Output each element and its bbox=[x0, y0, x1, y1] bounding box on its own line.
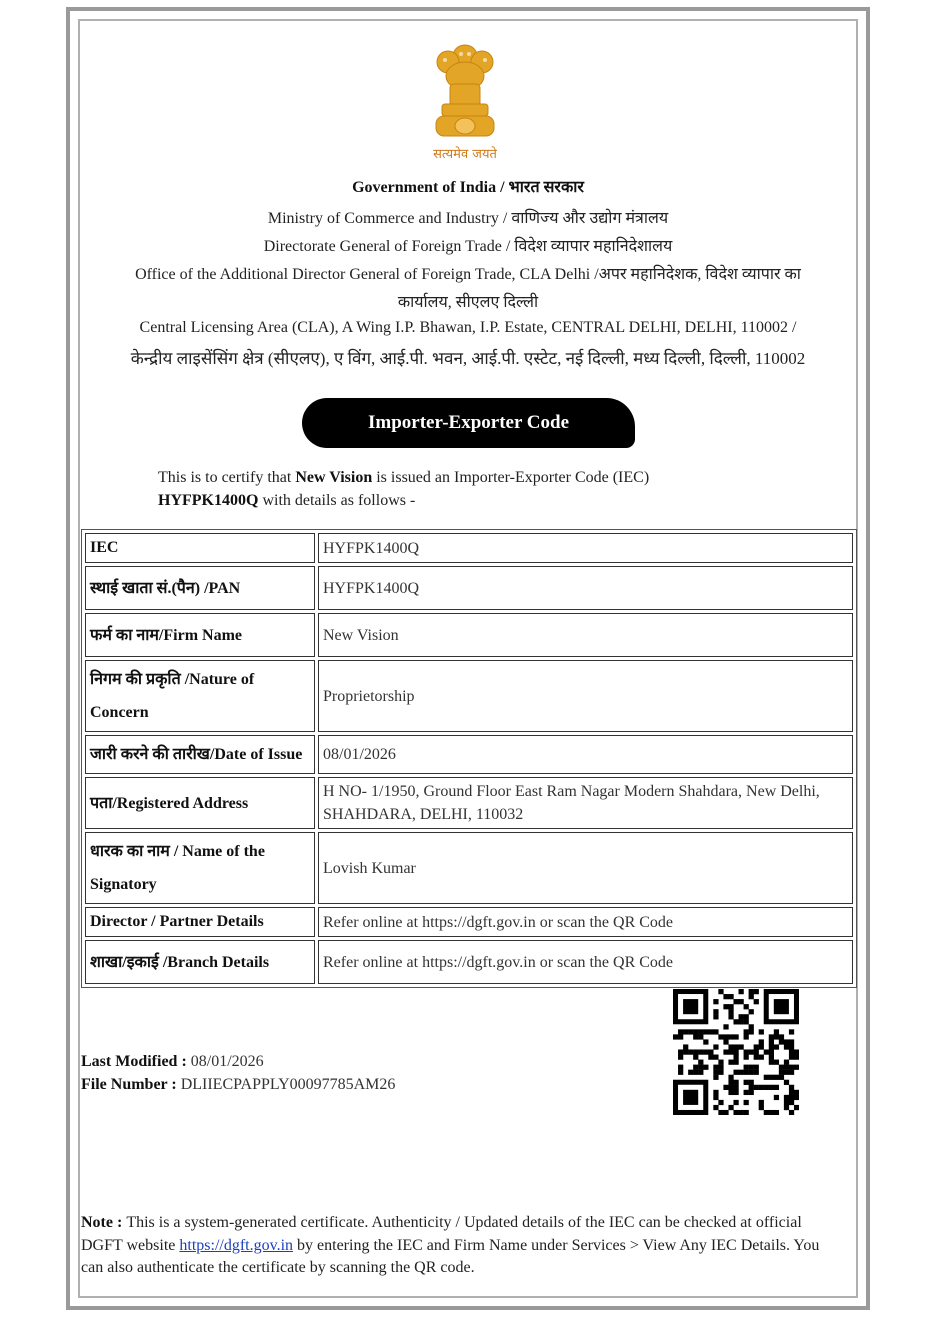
table-row bbox=[85, 533, 853, 563]
certificate-meta bbox=[81, 1050, 395, 1096]
office-line-2: कार्यालय, सीएलए दिल्ली bbox=[397, 294, 539, 311]
file-number-value: DLIIECPAPPLY00097785AM26 bbox=[180, 1076, 396, 1093]
table-row bbox=[85, 907, 853, 937]
table-row bbox=[85, 777, 853, 829]
certificate-note bbox=[81, 1212, 841, 1280]
ministry-line: Ministry of Commerce and Industry / वाणिज्य और उद्योग मंत्रालय bbox=[267, 210, 669, 227]
qr-code-icon[interactable] bbox=[673, 989, 799, 1115]
row-value: 08/01/2026 bbox=[318, 735, 853, 774]
certify-prefix: This is to certify that bbox=[158, 469, 296, 486]
row-label: शाखा/इकाई /Branch Details bbox=[85, 940, 315, 984]
certify-suffix: with details as follows - bbox=[258, 492, 416, 509]
address-line-1: Central Licensing Area (CLA), A Wing I.P. Bhawan, I.P. Estate, CENTRAL DELHI, DELHI, 110002 / bbox=[139, 319, 797, 336]
note-text-2: by entering the IEC and Firm Name under Services > View Any IEC Details. You can also authenticate the certificate by scanning the QR code. bbox=[81, 1236, 820, 1276]
certification-statement bbox=[158, 466, 758, 512]
row-value: Refer online at https://dgft.gov.in or scan the QR Code bbox=[318, 940, 853, 984]
row-value: Proprietorship bbox=[318, 660, 853, 732]
row-value: H NO- 1/1950, Ground Floor East Ram Nagar Modern Shahdara, New Delhi, SHAHDARA, DELHI, 110032 bbox=[318, 777, 853, 829]
table-row bbox=[85, 660, 853, 732]
row-value: HYFPK1400Q bbox=[318, 533, 853, 563]
certificate-title: Importer-Exporter Code bbox=[367, 412, 570, 433]
certify-firm: New Vision bbox=[295, 469, 373, 486]
certify-code: HYFPK1400Q bbox=[158, 492, 259, 509]
certify-middle: is issued an Importer-Exporter Code (IEC) bbox=[372, 469, 650, 486]
row-label: फर्म का नाम/Firm Name bbox=[85, 613, 315, 657]
last-modified-label: Last Modified : bbox=[81, 1053, 191, 1070]
address-line-2: केन्द्रीय लाइसेंसिंग क्षेत्र (सीएलए), ए विंग, आई.पी. भवन, आई.पी. एस्टेट, नई दिल्ली, मध्य दिल्ली, दिल्ली, 110002 bbox=[130, 349, 806, 368]
row-label: पता/Registered Address bbox=[85, 777, 315, 829]
last-modified-value: 08/01/2026 bbox=[190, 1053, 264, 1070]
table-row bbox=[85, 613, 853, 657]
row-value: HYFPK1400Q bbox=[318, 566, 853, 610]
certificate-title-banner bbox=[302, 398, 635, 448]
row-label: IEC bbox=[85, 533, 315, 563]
directorate-line: Directorate General of Foreign Trade / विदेश व्यापार महानिदेशालय bbox=[263, 238, 673, 255]
office-line-1: Office of the Additional Director General of Foreign Trade, CLA Delhi /अपर महानिदेशक, विदेश व्यापार का bbox=[135, 266, 801, 283]
motto-text: सत्यमेव जयते bbox=[433, 147, 497, 162]
row-label: धारक का नाम / Name of the Signatory bbox=[85, 832, 315, 904]
ashoka-emblem-icon bbox=[428, 40, 502, 164]
table-row bbox=[85, 940, 853, 984]
dgft-website-link[interactable]: https://dgft.gov.in bbox=[179, 1236, 294, 1254]
row-value: Lovish Kumar bbox=[318, 832, 853, 904]
note-label: Note : bbox=[81, 1214, 127, 1231]
note-text-1: This is a system-generated certificate. Authenticity / Updated details of the IEC can be checked at official DGFT website bbox=[81, 1214, 802, 1254]
iec-details-table bbox=[81, 529, 857, 988]
government-title: Government of India / भारत सरकार bbox=[352, 179, 584, 196]
table-row bbox=[85, 832, 853, 904]
row-label: जारी करने की तारीख/Date of Issue bbox=[85, 735, 315, 774]
table-row bbox=[85, 735, 853, 774]
row-label: निगम की प्रकृति /Nature of Concern bbox=[85, 660, 315, 732]
table-row bbox=[85, 566, 853, 610]
row-label: स्थाई खाता सं.(पैन) /PAN bbox=[85, 566, 315, 610]
row-value: Refer online at https://dgft.gov.in or scan the QR Code bbox=[318, 907, 853, 937]
row-value: New Vision bbox=[318, 613, 853, 657]
file-number-label: File Number : bbox=[81, 1076, 181, 1093]
row-label: Director / Partner Details bbox=[85, 907, 315, 937]
